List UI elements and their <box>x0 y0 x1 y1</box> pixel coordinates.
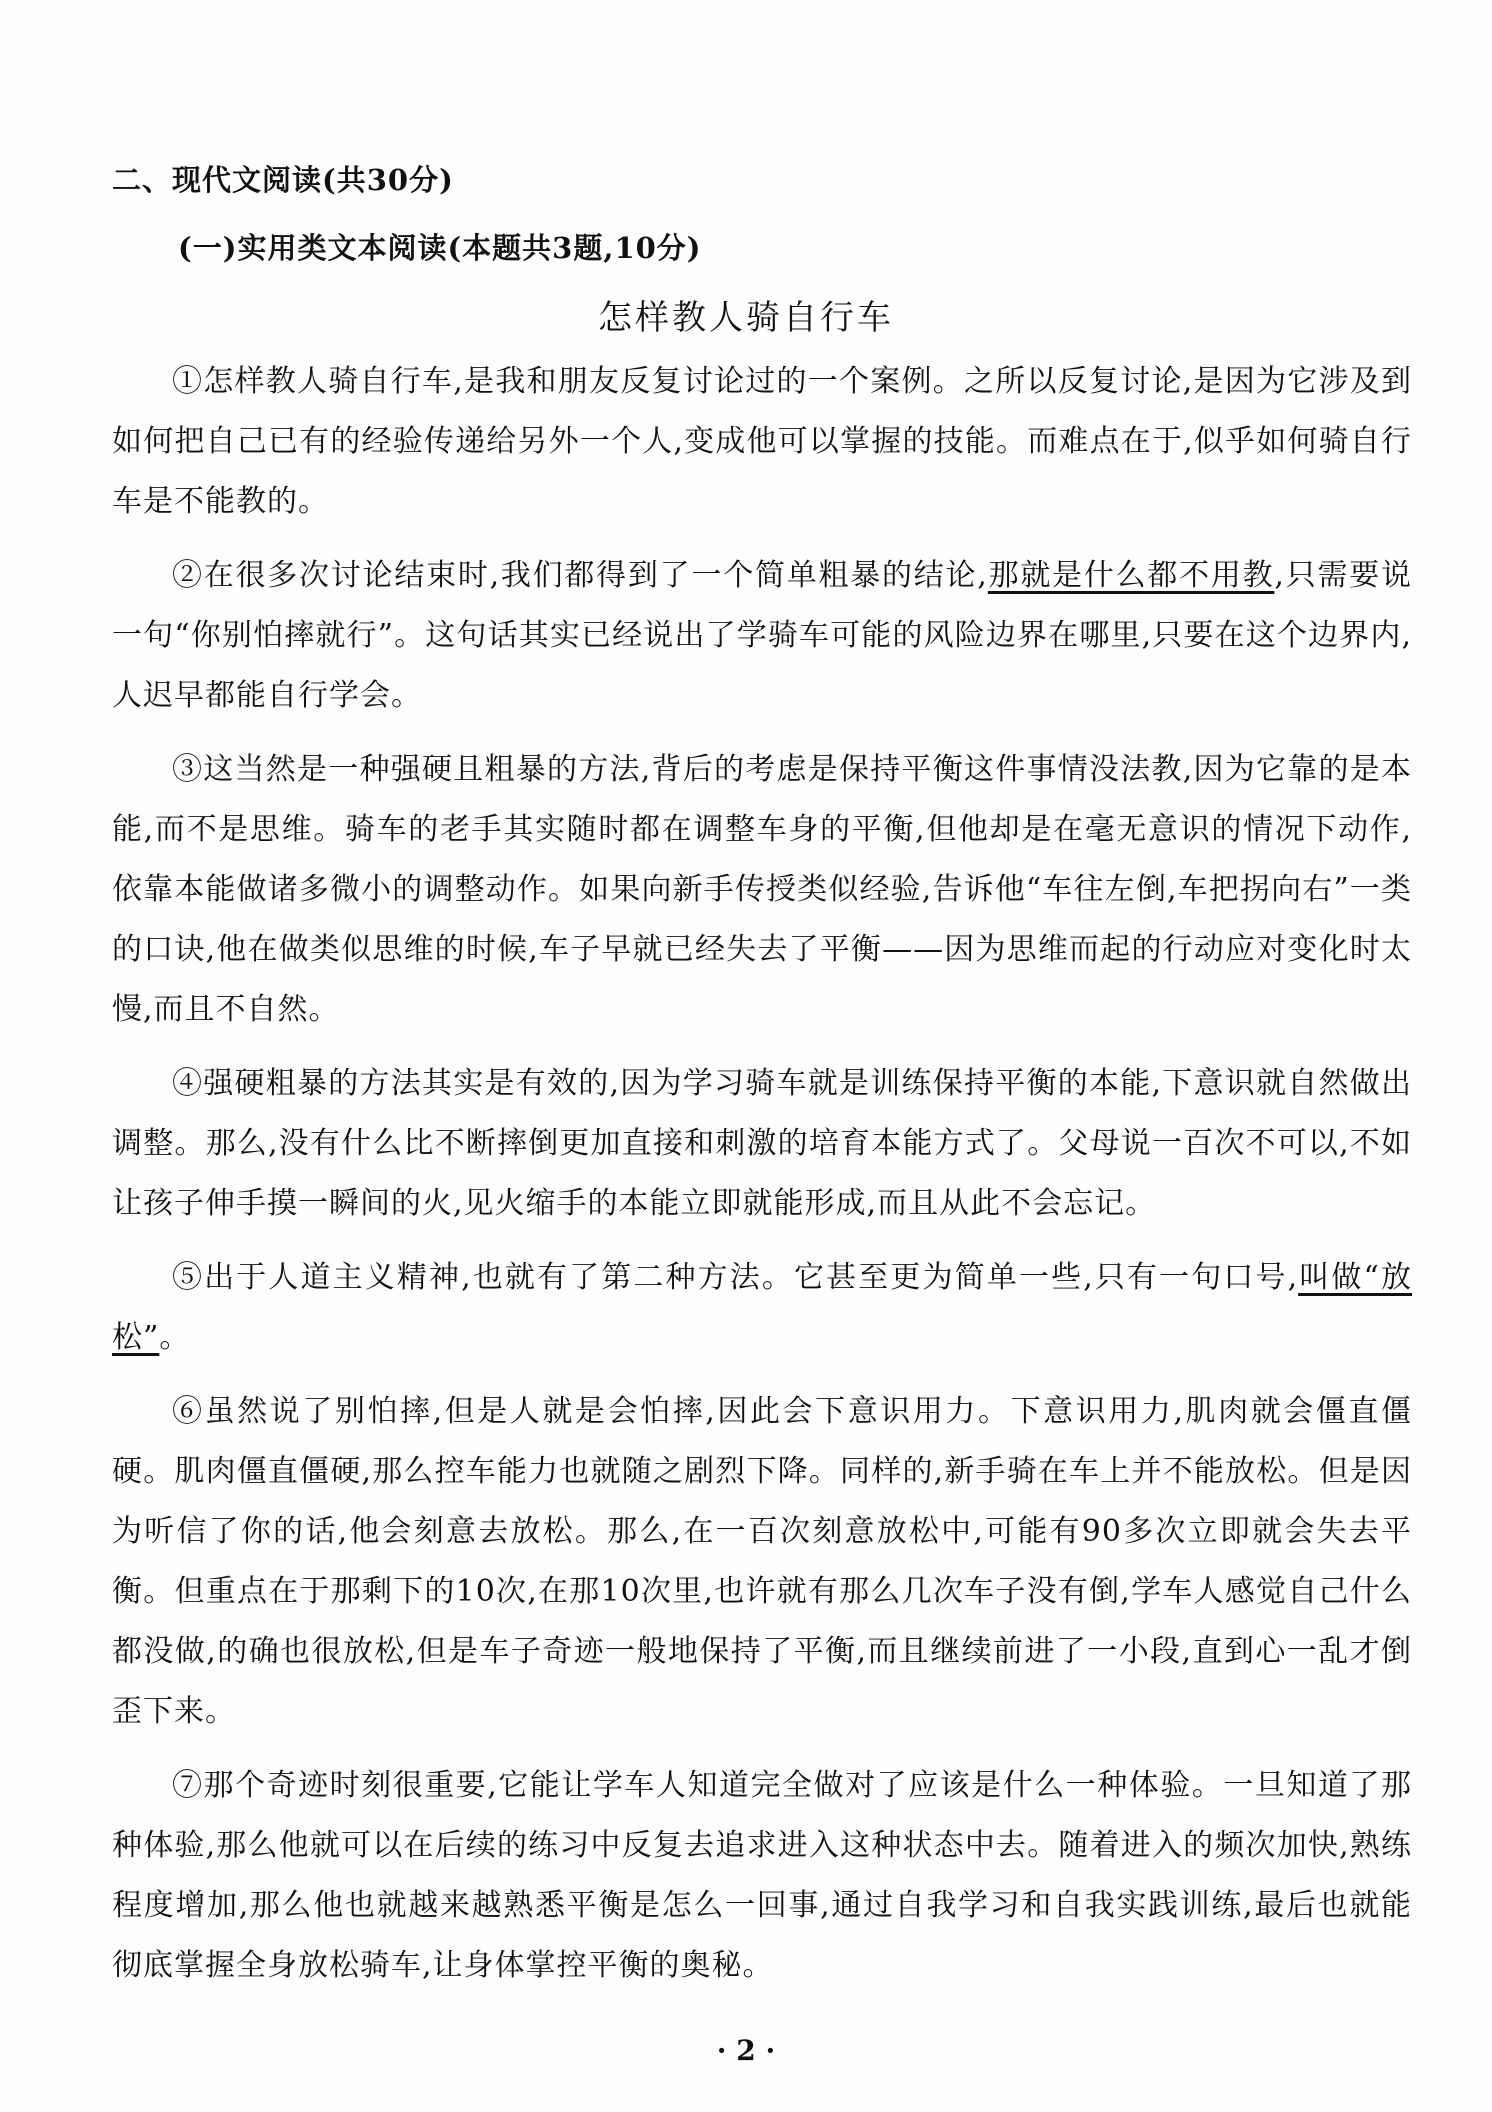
underlined-phrase-1: 那就是什么都不用教 <box>987 558 1275 593</box>
paragraph-7: ⑦那个奇迹时刻很重要,它能让学车人知道完全做对了应该是什么一种体验。一旦知道了那种体验,那么他就可以在后续的练习中反复去追求进入这种状态中去。随着进入的频次加快,熟练程度增加,那么他也就越来越熟悉平衡是怎么一回事,通过自我学习和自我实践训练,最后也就能彻底掌握全身放松骑车,让身体掌控平衡的奥秘。 <box>112 1768 1412 1983</box>
paragraph-5 <box>112 1248 1412 1368</box>
paragraph-1: ①怎样教人骑自行车,是我和朋友反复讨论过的一个案例。之所以反复讨论,是因为它涉及到如何把自己已有的经验传递给另外一个人,变成他可以掌握的技能。而难点在于,似乎如何骑自行车是不能教的。 <box>112 364 1412 519</box>
article-title: 怎样教人骑自行车 <box>598 298 894 338</box>
paragraph-6: ⑥虽然说了别怕摔,但是人就是会怕摔,因此会下意识用力。下意识用力,肌肉就会僵直僵硬。肌肉僵直僵硬,那么控车能力也就随之剧烈下降。同样的,新手骑在车上并不能放松。但是因为听信了你的话,他会刻意去放松。那么,在一百次刻意放松中,可能有90多次立即就会失去平衡。但重点在于那剩下的10次,在那10次里,也许就有那么几次车子没有倒,学车人感觉自己什么都没做,的确也很放松,但是车子奇迹一般地保持了平衡,而且继续前进了一小段,直到心一乱才倒歪下来。 <box>112 1394 1412 1729</box>
paragraph-2 <box>112 546 1412 726</box>
article-body <box>112 352 1412 2010</box>
paragraph-4: ④强硬粗暴的方法其实是有效的,因为学习骑车就是训练保持平衡的本能,下意识就自然做出调整。那么,没有什么比不断摔倒更加直接和刺激的培育本能方式了。父母说一百次不可以,不如让孩子伸手摸一瞬间的火,见火缩手的本能立即就能形成,而且从此不会忘记。 <box>112 1066 1412 1221</box>
page-number: · 2 · <box>716 2034 776 2067</box>
underlined-phrase-2: 叫做“放松” <box>112 1260 1412 1355</box>
paragraph-2-after: ,只需要说一句“你别怕摔就行”。这句话其实已经说出了学骑车可能的风险边界在哪里,只要在这个边界内,人迟早都能自行学会。 <box>112 558 1412 713</box>
paragraph-5-before: ⑤出于人道主义精神,也就有了第二种方法。它甚至更为简单一些,只有一句口号, <box>172 1260 1299 1295</box>
subsection-title: (一)实用类文本阅读(本题共3题,10分) <box>178 231 702 265</box>
paragraph-5-after: 。 <box>159 1320 191 1355</box>
section-title: 二、现代文阅读(共30分) <box>112 163 454 197</box>
paragraph-2-before: ②在很多次讨论结束时,我们都得到了一个简单粗暴的结论, <box>172 558 988 593</box>
paragraph-3: ③这当然是一种强硬且粗暴的方法,背后的考虑是保持平衡这件事情没法教,因为它靠的是本能,而不是思维。骑车的老手其实随时都在调整车身的平衡,但他却是在毫无意识的情况下动作,依靠本能做诸多微小的调整动作。如果向新手传授类似经验,告诉他“车往左倒,车把拐向右”一类的口诀,他在做类似思维的时候,车子早就已经失去了平衡——因为思维而起的行动应对变化时太慢,而且不自然。 <box>112 752 1412 1027</box>
